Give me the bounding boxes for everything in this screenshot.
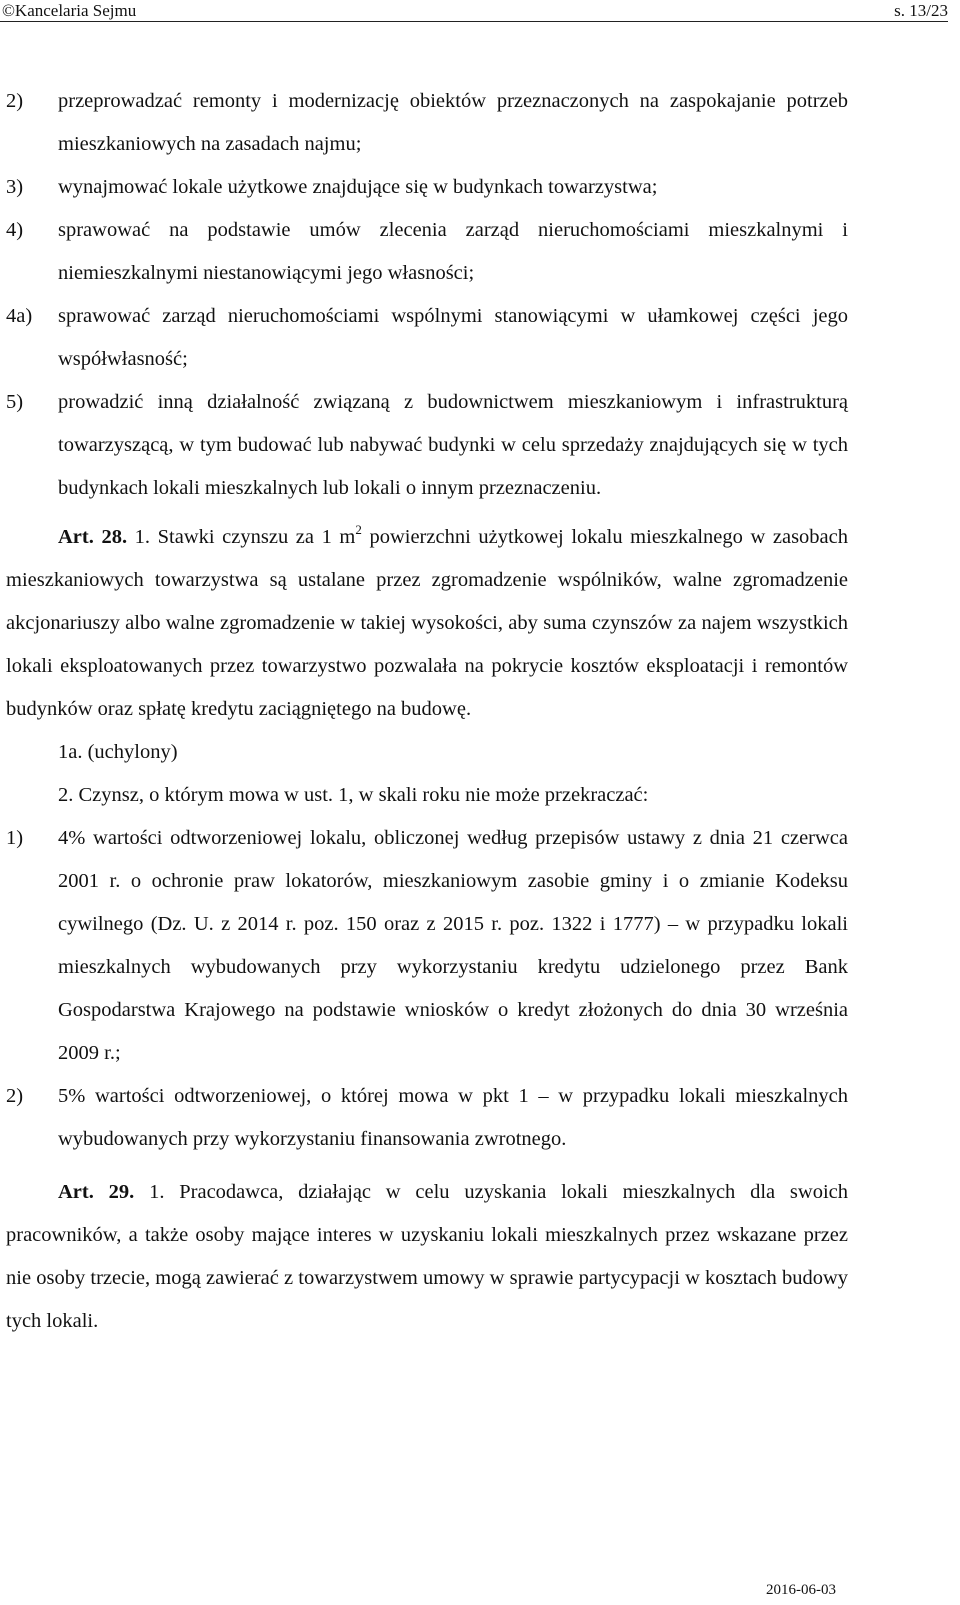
article-29-text: 1. Pracodawca, działając w celu uzyskania lokali mieszkalnych dla swoich pracowników, a także osoby mające interes w uzyskaniu lokali mieszkalnych przez wskazane przez nie osoby trzecie, mogą zawierać z towarzystwem umowy w sprawie partycypacji w kosztach budowy tych lokali.	[6, 1181, 848, 1332]
list-item-text: przeprowadzać remonty i modernizację obiektów przeznaczonych na zaspokajanie potrzeb mieszkaniowych na zasadach najmu;	[58, 90, 848, 155]
article-29-label: Art. 29.	[58, 1181, 135, 1203]
document-body	[6, 80, 848, 1343]
list-item-text: prowadzić inną działalność związaną z budownictwem mieszkaniowym i infrastrukturą towarzyszącą, w tym budować lub nabywać budynki w celu sprzedaży znajdujących się w tych budynkach lokali mieszkalnych lub lokali o innym przeznaczeniu.	[58, 391, 848, 499]
list-item-number: 2)	[6, 90, 24, 112]
list-item-number: 2)	[6, 1085, 24, 1107]
list-item	[6, 80, 848, 166]
list-item-number: 1)	[6, 827, 24, 849]
article-28-paragraph-2: 2. Czynsz, o którym mowa w ust. 1, w skali roku nie może przekraczać:	[58, 784, 649, 806]
list-item	[6, 209, 848, 295]
list-item-number: 5)	[6, 391, 24, 413]
page-header	[2, 0, 948, 22]
list-item-number: 4)	[6, 219, 24, 241]
article-28-paragraph-1a: 1a. (uchylony)	[58, 741, 178, 763]
article-28-text-start: 1. Stawki czynszu za 1 m	[127, 526, 356, 548]
list-item-text: 5% wartości odtworzeniowej, o której mowa w pkt 1 – w przypadku lokali mieszkalnych wybudowanych przy wykorzystaniu finansowania zwrotnego.	[58, 1085, 848, 1150]
header-divider	[0, 21, 948, 22]
list-item	[6, 817, 848, 1075]
document-date: 2016-06-03	[766, 1582, 836, 1598]
list-item-number: 4a)	[6, 305, 33, 327]
article-28-paragraph-1	[6, 516, 848, 731]
list-item	[6, 1075, 848, 1161]
list-item-number: 3)	[6, 176, 24, 198]
list-item-text: sprawować na podstawie umów zlecenia zarząd nieruchomościami mieszkalnymi i niemieszkalnymi niestanowiącymi jego własności;	[58, 219, 848, 284]
list-item-text: sprawować zarząd nieruchomościami wspólnymi stanowiącymi w ułamkowej części jego współwłasność;	[58, 305, 848, 370]
list-item	[6, 295, 848, 381]
copyright-label: ©Kancelaria Sejmu	[2, 1, 137, 20]
list-item-text: wynajmować lokale użytkowe znajdujące się w budynkach towarzystwa;	[58, 176, 658, 198]
list-item-text: 4% wartości odtworzeniowej lokalu, obliczonej według przepisów ustawy z dnia 21 czerwca 2001 r. o ochronie praw lokatorów, mieszkaniowym zasobie gminy i o zmianie Kodeksu cywilnego (Dz. U. z 2014 r. poz. 150 oraz z 2015 r. poz. 1322 i 1777) – w przypadku lokali mieszkalnych wybudowanych przy wykorzystaniu kredytu udzielonego przez Bank Gospodarstwa Krajowego na podstawie wniosków o kredyt złożonych do dnia 30 września 2009 r.;	[58, 827, 848, 1064]
superscript-two: 2	[355, 522, 362, 537]
article-29-paragraph-1	[6, 1171, 848, 1343]
list-item	[6, 381, 848, 510]
list-item	[6, 166, 848, 209]
article-28-text-rest: powierzchni użytkowej lokalu mieszkalnego w zasobach mieszkaniowych towarzystwa są ustalane przez zgromadzenie wspólników, walne zgromadzenie akcjonariuszy albo walne zgromadzenie w takiej wysokości, aby suma czynszów za najem wszystkich lokali eksploatowanych przez towarzystwo pozwalała na pokrycie kosztów eksploatacji i remontów budynków oraz spłatę kredytu zaciągniętego na budowę.	[6, 526, 848, 720]
page-number: s. 13/23	[894, 1, 948, 20]
article-28-label: Art. 28.	[58, 526, 128, 548]
